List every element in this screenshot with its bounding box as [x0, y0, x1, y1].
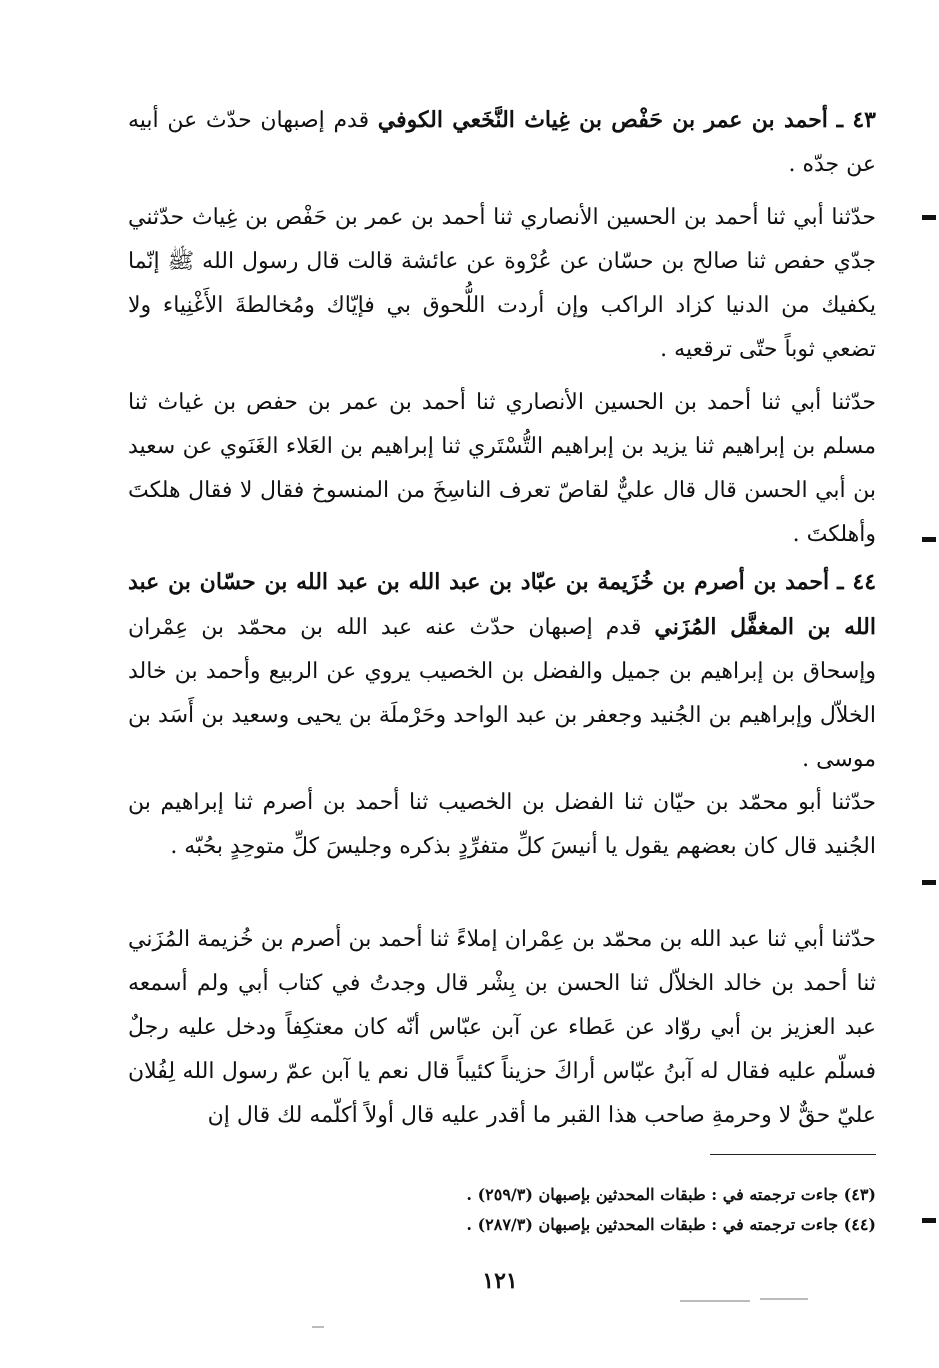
entry-43-number: ٤٣ ـ: [836, 107, 876, 133]
scan-artifact: [312, 1326, 324, 1328]
hadith-paragraph-2: حدّثنا أبي ثنا أحمد بن الحسين الأنصاري ثنا أحمد بن عمر بن حفص بن غياث ثنا مسلم بن إبراهيم ثنا يزيد بن إبراهيم التُّسْتَري ثنا إبراهيم بن العَلاء الغَنَوي عن سعيد بن أبي الحسن قال قال عليٌّ لقاصّ تعرف الناسِخَ من المنسوخ فقال لا فقال هلكتَ وأهلكتَ .: [128, 390, 876, 547]
footnote-44: (٤٤) جاءت ترجمته في : طبقات المحدثين بإصبهان (٢٨٧/٣) .: [466, 1215, 876, 1234]
entry-44: [128, 560, 876, 782]
scan-artifact: [680, 1300, 750, 1302]
hadith-paragraph-1: حدّثنا أبي ثنا أحمد بن الحسين الأنصاري ثنا أحمد بن عمر بن حَفْص بن غِياث حدّثني جدّي حفص ثنا صالح بن حسّان عن عُرْوة عن عائشة قالت قال رسول الله ﷺ إنّما يكفيك من الدنيا كزاد الراكب وإن أردت اللُّحوق بي فإيّاك ومُخالطةَ الأَغْنِياء ولا تضعي ثوباً حتّى ترقعيه .: [128, 205, 876, 362]
margin-mark: [922, 537, 936, 542]
hadith-paragraph-3: حدّثنا أبو محمّد بن حيّان ثنا الفضل بن الخصيب ثنا أحمد بن أصرم ثنا إبراهيم بن الجُنيد قال كان بعضهم يقول يا أنيسَ كلِّ متفرِّدٍ بذكره وجليسَ كلِّ متوحِدٍ بحُبّه .: [128, 790, 876, 859]
footnote-43: (٤٣) جاءت ترجمته في : طبقات المحدثين بإصبهان (٢٥٩/٣) .: [466, 1185, 876, 1204]
footnote-divider: [710, 1154, 876, 1155]
entry-43-description: قدم إصبهان حدّث عن أبيه عن جدّه .: [128, 108, 876, 177]
margin-mark: [922, 215, 936, 220]
scan-artifact: [760, 1298, 808, 1300]
page-number: ١٢١: [482, 1268, 518, 1294]
entry-43-name: أحمد بن عمر بن حَفْص بن غِياث النَّخَعي الكوفي: [377, 107, 828, 133]
entry-44-number: ٤٤ ـ: [837, 569, 877, 595]
entry-44-description: قدم إصبهان حدّث عنه عبد الله بن محمّد بن عِمْران وإسحاق بن إبراهيم بن جميل والفضل بن الخصيب يروي عن الربيع وأحمد بن خالد الخلاّل وإبراهيم بن الجُنيد وجعفر بن عبد الواحد وحَرْملَة بن يحيى وسعيد بن أَسَد بن موسى .: [128, 615, 876, 772]
margin-mark: [922, 880, 936, 885]
footnotes: [300, 1180, 876, 1240]
entry-44-name: أحمد بن أصرم بن خُزَيمة بن عبّاد بن عبد الله بن عبد الله بن حسّان بن عبد الله بن المغفَّل المُزَني: [128, 569, 876, 640]
margin-mark: [922, 1218, 936, 1223]
entry-43: [128, 98, 876, 187]
hadith-paragraph-4: حدّثنا أبي ثنا عبد الله بن محمّد بن عِمْران إملاءً ثنا أحمد بن أصرم بن خُزيمة المُزَني ثنا أحمد بن خالد الخلاّل ثنا الحسن بن بِشْر قال وجدتُ في كتاب أبي ولم أسمعه عبد العزيز بن أبي روّاد عن عَطاء عن آبن عبّاس أنّه كان معتكِفاً ودخل عليه رجلٌ فسلّم عليه فقال له آبنُ عبّاس أراكَ حزيناً كئيباً قال نعم يا آبن عمّ رسول الله لِفُلان عليّ حقٌّ لا وحرمةِ صاحب هذا القبر ما أقدر عليه قال أولاً أكلّمه لك قال إن: [128, 927, 876, 1128]
